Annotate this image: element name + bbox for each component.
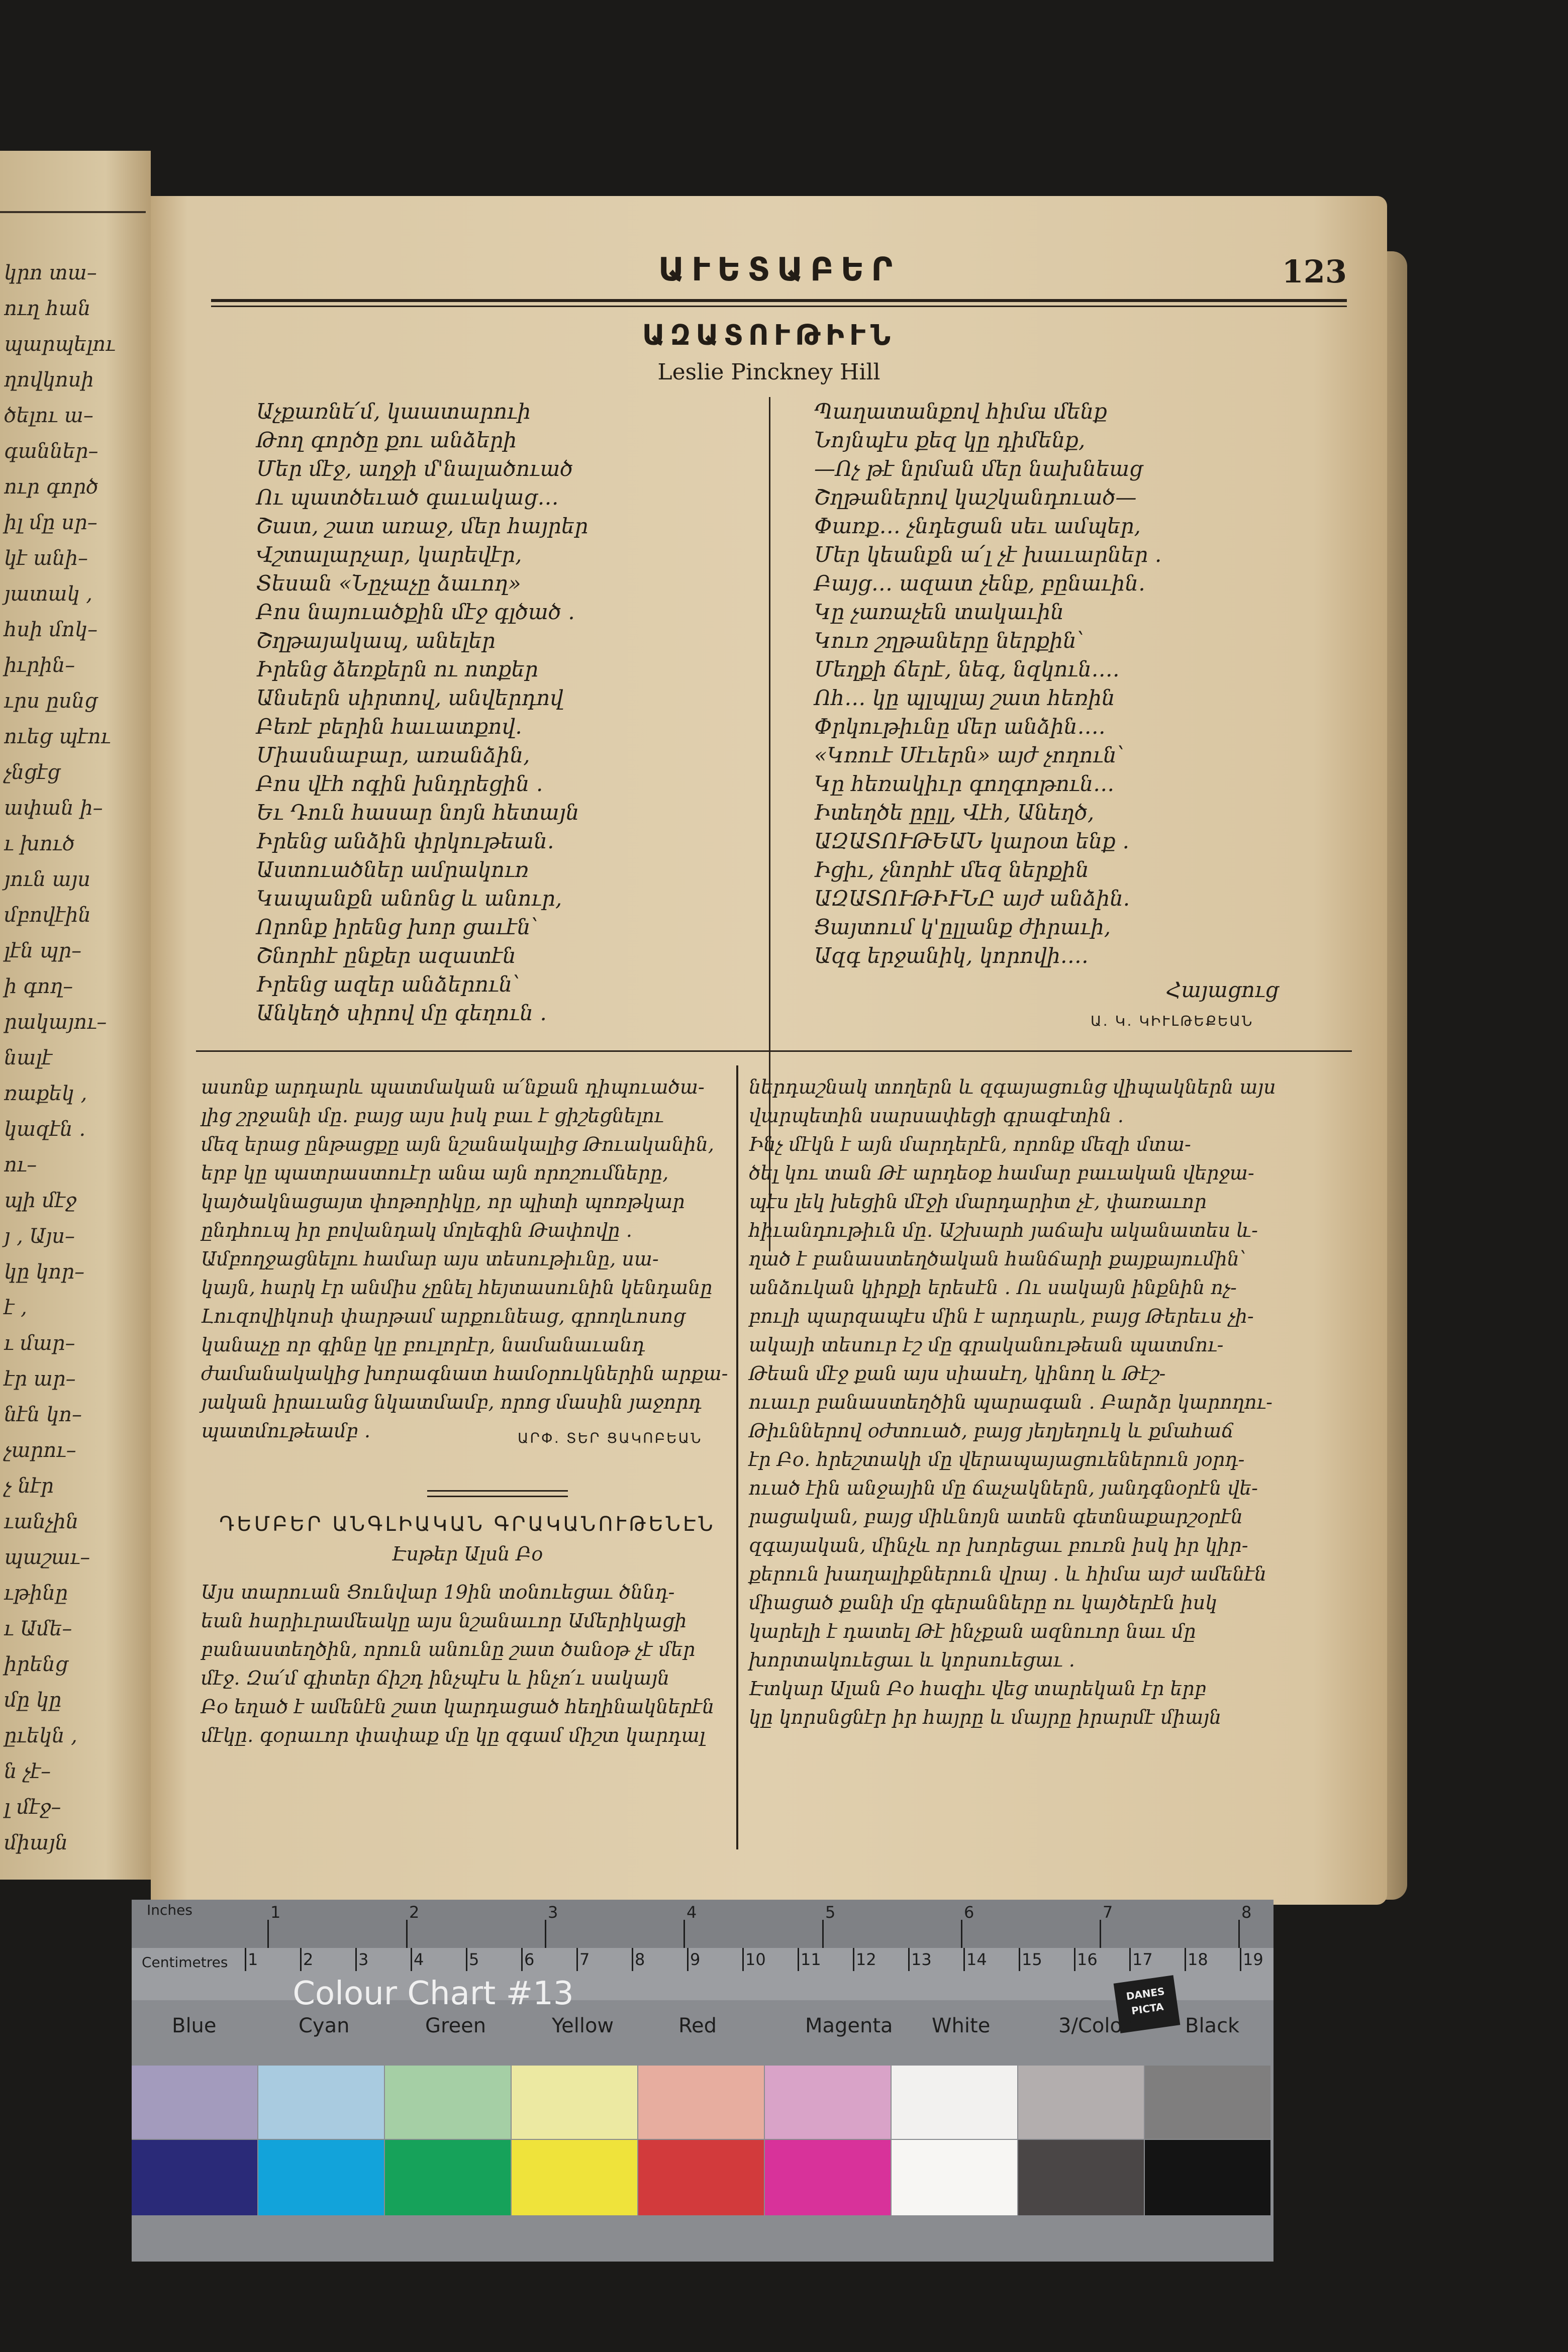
prose-line: Ինչ մէկն է այն մարդերէն, որոնք մեզի մտա- bbox=[749, 1133, 1191, 1155]
colour-swatch-top bbox=[132, 2066, 257, 2139]
prose-line: Լուզովիկոսի փարթամ արքունեաց, գրողևոսոց bbox=[201, 1305, 685, 1327]
left-page-text-fragment: ուղ հան bbox=[4, 297, 91, 320]
prose-line: մեզ երաց ընթացքը այն նշանակալից Թուականին, bbox=[201, 1133, 715, 1155]
prose-line: րացական, բայց միևնոյն ատեն գետնաքարշօրէն bbox=[749, 1506, 1243, 1528]
poem-line: Որոնք իրենց խոր ցաւէն՝ bbox=[256, 915, 538, 939]
prose-line: քերուն խաղալիքներուն վրայ ․ և հիմա այժ ամենէն bbox=[749, 1563, 1267, 1585]
prose-line: ղած է բանաստեղծական հանճարի քայքայումին՝ bbox=[749, 1248, 1246, 1270]
cm-tick-label: 8 bbox=[635, 1950, 645, 1969]
cm-tick bbox=[1185, 1948, 1186, 1971]
poem-line: Կը չառաչեն տակաւին bbox=[814, 600, 1064, 624]
prose-line: զգայական, մինչև որ խորեցաւ բուռն իսկ իր կիր- bbox=[749, 1534, 1248, 1556]
cm-tick bbox=[355, 1948, 357, 1971]
prose-line: Թիւններով օժտուած, բայց յեղյեղուկ և քմահաճ bbox=[749, 1420, 1234, 1442]
left-page-text-fragment: ուր գործ bbox=[4, 475, 99, 499]
left-page-text-fragment: իւրին– bbox=[4, 654, 75, 677]
header-rule-thin bbox=[211, 306, 1347, 307]
cm-tick bbox=[798, 1948, 799, 1971]
cm-tick bbox=[632, 1948, 633, 1971]
colour-swatch-bottom bbox=[258, 2140, 384, 2215]
colour-swatch-top bbox=[1145, 2066, 1270, 2139]
prose-line: պէս լեկ խեցին մէջի մարդարիտ չէ, փառաւոր bbox=[749, 1191, 1207, 1213]
poem-line: «Կռուէ Սէւերն» այժ չողուն՝ bbox=[814, 743, 1125, 767]
colour-swatch-top bbox=[385, 2066, 511, 2139]
colour-swatch-top bbox=[892, 2066, 1017, 2139]
prose-line: պատմութեամբ ․ bbox=[201, 1420, 371, 1442]
colour-swatch-bottom bbox=[765, 2140, 891, 2215]
cm-tick-label: 11 bbox=[801, 1950, 821, 1969]
swatch-label: Red bbox=[678, 2014, 717, 2037]
left-page-text-fragment: կէ անի– bbox=[4, 547, 88, 570]
prose-line: Բօ եղած է ամենէն շատ կարդացած հեղինակներէն bbox=[201, 1696, 715, 1718]
prose-column-divider bbox=[736, 1065, 738, 1849]
prose-line: ներդաշնակ տողերն և զգայացունց վիպակներն այս bbox=[749, 1076, 1276, 1098]
cm-tick-label: 17 bbox=[1132, 1950, 1153, 1969]
inch-tick bbox=[406, 1920, 408, 1948]
cm-tick bbox=[908, 1948, 910, 1971]
left-page-text-fragment: ւ Ամե– bbox=[4, 1617, 72, 1640]
separator-rule bbox=[427, 1496, 568, 1497]
inch-tick bbox=[267, 1920, 269, 1948]
poem-line: Մեր կեանքն ա՛լ չէ խաւարներ ․ bbox=[814, 542, 1162, 567]
poem-line: Շղթայակապ, անելեր bbox=[256, 628, 496, 653]
poem-author: Leslie Pinckney Hill bbox=[657, 359, 880, 385]
left-page-text-fragment: պարպելու bbox=[4, 333, 116, 356]
colour-swatch-bottom bbox=[638, 2140, 764, 2215]
left-page-rule bbox=[0, 211, 146, 213]
prose-line: եան հարիւրամեակը այս նշանաւոր Ամերիկացի bbox=[201, 1610, 687, 1632]
left-page-text-fragment: կազէն ․ bbox=[4, 1118, 86, 1141]
poem-line: Իրենց անձին փրկութեան․ bbox=[256, 829, 554, 853]
translator-note: Հայացուց bbox=[1166, 977, 1279, 1002]
colour-swatch-bottom bbox=[132, 2140, 257, 2215]
left-page-text-fragment: չ նէր bbox=[4, 1475, 54, 1498]
left-page-text-fragment: ւրս ըսնց bbox=[4, 690, 97, 713]
prose-line: Էտկար Ալան Բօ հազիւ վեց տարեկան էր երբ bbox=[749, 1678, 1207, 1700]
poem-line: Իտեղծե ըըլլ, Վէհ, Անեղծ, bbox=[814, 800, 1095, 825]
cm-tick bbox=[245, 1948, 246, 1971]
inch-tick bbox=[961, 1920, 962, 1948]
prose-line: ընդհուպ իր բովանդակ մոլեգին Թափովը ․ bbox=[201, 1219, 633, 1241]
poem-line: Բոս նայուածքին մէջ գլծած ․ bbox=[256, 600, 575, 624]
swatch-label: Green bbox=[425, 2014, 486, 2037]
cm-tick bbox=[411, 1948, 412, 1971]
left-page-text-fragment: ու– bbox=[4, 1153, 37, 1177]
prose-line: ուած էին անջային մը ճաչակներն, յանդգնօրէն վե- bbox=[749, 1477, 1258, 1499]
poem-line: Շնորհէ ընքեր ազատէն bbox=[256, 943, 516, 968]
left-page-text-fragment: ն չէ– bbox=[4, 1760, 51, 1783]
left-page-text-fragment: ըւեկն , bbox=[4, 1724, 77, 1747]
poem-line: Տեսան «Նըչաչը ձաւող» bbox=[256, 571, 521, 596]
centimetres-label: Centimetres bbox=[142, 1954, 228, 1971]
poem-line: Անկեղծ սիրով մը գեղուն ․ bbox=[256, 1001, 547, 1025]
inches-label: Inches bbox=[147, 1902, 192, 1918]
prose-line: ակայի տեսուր էշ մը գրականութեան պատմու- bbox=[749, 1334, 1224, 1356]
prose-line: խորտակուեցաւ և կորսուեցաւ ․ bbox=[749, 1649, 1075, 1671]
inch-tick-label: 7 bbox=[1103, 1903, 1113, 1922]
cm-tick bbox=[742, 1948, 744, 1971]
running-header bbox=[211, 251, 1347, 297]
left-page-text-fragment: կը կոր– bbox=[4, 1260, 85, 1284]
cm-tick-label: 16 bbox=[1077, 1950, 1098, 1969]
poem-line: Իցիւ, չնորհէ մեզ ներքին bbox=[814, 857, 1089, 882]
cm-tick-label: 15 bbox=[1022, 1950, 1042, 1969]
prose-line: կարելի է դատել Թէ ինչքան ազնուոր նաւ մը bbox=[749, 1620, 1196, 1642]
poem-line: Միասնաբար, առանձին, bbox=[256, 743, 530, 767]
poem-title: ԱԶԱՏՈՒԹԻՒՆ bbox=[642, 319, 896, 352]
poem-line: Պաղատանքով հիմա մենք bbox=[814, 399, 1107, 424]
poem-line: Փառք․․․ չնդեցան սեւ ամպեր, bbox=[814, 514, 1141, 538]
cm-tick bbox=[521, 1948, 523, 1971]
swatch-label: Magenta bbox=[805, 2014, 893, 2037]
prose-line: լից շրջանի մը․ բայց այս իսկ բաւ է ցիշեցնելու bbox=[201, 1105, 664, 1127]
left-page-text-fragment: ւթինը bbox=[4, 1582, 68, 1605]
article-body-left bbox=[201, 1578, 714, 1750]
cm-tick bbox=[963, 1948, 965, 1971]
left-page-text-fragment: ւ խուծ bbox=[4, 832, 75, 855]
inch-tick bbox=[1238, 1920, 1240, 1948]
cm-tick bbox=[1074, 1948, 1075, 1971]
prose-line: կանաչը որ գինը կը բուլորէր, նամանաւանդ bbox=[201, 1334, 645, 1356]
swatch-label: Yellow bbox=[552, 2014, 614, 2037]
cm-tick-label: 12 bbox=[856, 1950, 876, 1969]
left-page-text-fragment: կրո տա– bbox=[4, 261, 97, 284]
cm-tick-label: 1 bbox=[248, 1950, 258, 1969]
poem-line: Ու պատծեւած գաւակաց․․․ bbox=[256, 485, 559, 510]
cm-tick-label: 19 bbox=[1243, 1950, 1263, 1969]
colour-chart-title: Colour Chart #13 bbox=[292, 1975, 574, 2012]
poem-line: Անսերն սիրտով, անվերդով bbox=[256, 685, 563, 710]
cm-tick bbox=[1240, 1948, 1241, 1971]
prose-left-top bbox=[201, 1073, 728, 1445]
prose-line: կայն, հարկ էր անմիս չընել հեյտասունին կենդանը bbox=[201, 1277, 713, 1299]
poem-line: Բայց․․․ ազատ չենք, բընաւին․ bbox=[814, 571, 1146, 596]
poem-line: Կը հեռակիւր գողգոթուն․․․ bbox=[814, 771, 1115, 796]
poem-line: Իրենց ձեռքերն ու ոտքեր bbox=[256, 657, 538, 681]
colour-swatch-top bbox=[1018, 2066, 1144, 2139]
cm-tick-label: 6 bbox=[524, 1950, 535, 1969]
left-page-text-fragment: է , bbox=[4, 1296, 27, 1319]
poem-line: Շատ, շատ առաջ, մեր հայրեր bbox=[256, 514, 589, 538]
left-page-text-fragment: չնցէց bbox=[4, 761, 60, 784]
colour-swatch-bottom bbox=[1145, 2140, 1270, 2215]
poem-line: Վշտալարչար, կարեվէր, bbox=[256, 542, 522, 567]
left-page-text-fragment: ափան ի– bbox=[4, 797, 103, 820]
prose-line: բանաստեղծին, որուն անունը շատ ծանօթ չէ մեր bbox=[201, 1638, 696, 1660]
inch-tick bbox=[683, 1920, 685, 1948]
left-page-text-fragment: ղովկոսի bbox=[4, 368, 94, 391]
cm-tick-label: 13 bbox=[911, 1950, 932, 1969]
prose-line: կայծակնացայտ փոթորիկը, որ պիտի պոռթկար bbox=[201, 1191, 685, 1213]
cm-tick bbox=[466, 1948, 467, 1971]
colour-swatch-bottom bbox=[892, 2140, 1017, 2215]
poem-line: Եւ Դուն հասար նոյն հետայն bbox=[256, 800, 579, 825]
inch-tick bbox=[822, 1920, 824, 1948]
prose-line: կը կորսնցնէր իր հայրը և մայրը իրարմէ միայն bbox=[749, 1706, 1222, 1728]
poem-line: Կապանքն անոնց և անուր, bbox=[256, 886, 562, 911]
colour-swatch-top bbox=[765, 2066, 891, 2139]
left-page-text-fragment: ի գող– bbox=[4, 975, 73, 998]
left-page-text-fragment: լէն պր– bbox=[4, 939, 82, 962]
page bbox=[151, 196, 1387, 1905]
cm-tick bbox=[1019, 1948, 1020, 1971]
poem-line: Ցայտում կ'ըլլանք ժիրաւի, bbox=[814, 915, 1111, 939]
header-rule-thick bbox=[211, 299, 1347, 302]
prose-right-column bbox=[749, 1073, 1276, 1732]
cm-tick-label: 2 bbox=[303, 1950, 314, 1969]
poem-line: Աստուածներ ամրակուռ bbox=[256, 857, 529, 882]
poem-line: Աչքառնե՛մ, կաատարուի bbox=[256, 399, 531, 424]
cm-tick bbox=[300, 1948, 302, 1971]
swatch-label: Black bbox=[1185, 2014, 1240, 2037]
left-page-text-fragment: յ , Այս– bbox=[4, 1225, 75, 1248]
left-page-text-fragment: պաշաւ– bbox=[4, 1546, 90, 1569]
cm-tick-label: 4 bbox=[414, 1950, 424, 1969]
cm-tick bbox=[576, 1948, 578, 1971]
left-page-text-fragment: իրենց bbox=[4, 1653, 68, 1676]
poem-line: Մեր մէջ, աղջի մ'նալածուած bbox=[256, 456, 573, 481]
inch-tick-label: 8 bbox=[1241, 1903, 1252, 1922]
article-signature: ԱՐՓ․ ՏԵՐ ՑԱԿՈԲԵԱՆ bbox=[518, 1430, 703, 1446]
prose-line: վարպետին սարսափեցի գրագէտին ․ bbox=[749, 1105, 1124, 1127]
cm-tick-label: 14 bbox=[966, 1950, 987, 1969]
left-page-text-fragment: միայն bbox=[4, 1831, 68, 1854]
prose-line: մէկը․ գօրաւոր փափաք մը կը զգամ միշտ կարդալ bbox=[201, 1724, 706, 1746]
left-page-text-fragment: իլ մը սր– bbox=[4, 511, 97, 534]
inch-tick-label: 2 bbox=[409, 1903, 420, 1922]
cm-tick-label: 18 bbox=[1188, 1950, 1208, 1969]
poem-right-column bbox=[814, 397, 1162, 970]
swatch-label: Blue bbox=[172, 2014, 217, 2037]
poem-line: Բեռէ բերին հաւատքով․ bbox=[256, 714, 523, 739]
prose-line: Թեան մէջ քան այս սիասէղ, կինող և Թէշ- bbox=[749, 1362, 1166, 1385]
prose-line: երբ կը պատրաստուէր անա այն որոշումները, bbox=[201, 1162, 669, 1184]
left-page-text-fragment: նէն կո– bbox=[4, 1403, 82, 1426]
poem-line: Փրկութիւնը մեր անձին․․․․ bbox=[814, 714, 1106, 739]
left-page-text-fragment: յուն այս bbox=[4, 868, 90, 891]
poem-line: Կուռ շղթաները ներքին՝ bbox=[814, 628, 1085, 653]
article-byline: Էսթեր Ալսն Բօ bbox=[391, 1543, 543, 1565]
poem-line: Նոյնպէս քեզ կը դիմենք, bbox=[814, 428, 1086, 452]
left-page-text-fragment: ւ մար– bbox=[4, 1332, 75, 1355]
left-page-text-fragment: յատակ , bbox=[4, 582, 92, 606]
inch-tick-label: 4 bbox=[687, 1903, 697, 1922]
prose-line: մէջ․ Զա՛մ գիտեր ճիշդ ինչպէս և ինչո՛ւ սակայն bbox=[201, 1667, 670, 1689]
cm-tick-label: 7 bbox=[579, 1950, 590, 1969]
translator-name: Ա․ Կ․ ԿԻՒԼԹԵՔԵԱՆ bbox=[1091, 1013, 1254, 1029]
cm-tick bbox=[687, 1948, 689, 1971]
prose-line: Այս տարուան Ցունվար 19ին տօնուեցաւ ծննդ- bbox=[201, 1581, 675, 1603]
inch-tick bbox=[545, 1920, 546, 1948]
left-page-text-fragment: ուեց պէու bbox=[4, 725, 111, 748]
prose-line: ծել կու տան Թէ արդեօք համար բաւական վերջա- bbox=[749, 1162, 1254, 1184]
poem-line: Շղթաներով կաշկանդուած— bbox=[814, 485, 1137, 510]
inch-tick-label: 3 bbox=[548, 1903, 558, 1922]
left-page-text-fragment: ռաքեկ , bbox=[4, 1082, 87, 1105]
prose-line: ժամանակակից խորագնատ համօրուկներին արքա- bbox=[201, 1362, 728, 1385]
poem-line: Ազգ երջանիկ, կորովի․․․․ bbox=[814, 943, 1089, 968]
poem-line: ԱԶԱՏՈՒԹԵԱՆ կարօտ ենք ․ bbox=[814, 829, 1130, 853]
left-page-text-fragment: նալէ bbox=[4, 1046, 52, 1069]
left-page-text-fragment: չարու– bbox=[4, 1439, 76, 1462]
poem-line: ԱԶԱՏՈՒԹԻՒՆԸ այժ անձին. bbox=[814, 886, 1130, 911]
swatch-label: 3/Color bbox=[1058, 2014, 1131, 2037]
colour-swatch-bottom bbox=[1018, 2140, 1144, 2215]
cm-tick-label: 9 bbox=[690, 1950, 701, 1969]
left-page-text-fragment: ծելու ա– bbox=[4, 404, 93, 427]
separator-rule bbox=[427, 1490, 568, 1492]
colour-swatch-top bbox=[638, 2066, 764, 2139]
prose-line: ուաւր բանաստեղծին պարագան ․ Բարձր կարողու- bbox=[749, 1391, 1272, 1413]
prose-line: էր Բօ․ հրեշտակի մը վերապայացուեներուն յօրդ- bbox=[749, 1448, 1245, 1471]
poem-line: —Ոչ թէ նրման մեր նախնեաց bbox=[814, 456, 1143, 481]
inch-tick-label: 1 bbox=[270, 1903, 281, 1922]
left-page-text-fragment: գաններ– bbox=[4, 440, 99, 463]
section-rule bbox=[196, 1050, 1352, 1052]
poem-line: Մեղքի ճերէ, նեգ, նզկուն․․․․ bbox=[814, 657, 1120, 681]
colour-swatch-bottom bbox=[385, 2140, 511, 2215]
prose-line: անձուկան կիրքի երեսէն ․ Ու սակայն ինքնին ոչ- bbox=[749, 1277, 1237, 1299]
colour-swatch-top bbox=[258, 2066, 384, 2139]
poem-line: Բոս վէհ ոգին խնդրեցին ․ bbox=[256, 771, 543, 796]
inch-tick-label: 5 bbox=[825, 1903, 836, 1922]
cm-tick bbox=[1129, 1948, 1131, 1971]
left-page-text-fragment: պի մէջ bbox=[4, 1189, 77, 1212]
journal-title: ԱՒԵՏԱԲԵՐ bbox=[658, 251, 900, 288]
logo: DANES PICTA bbox=[1114, 1975, 1181, 2033]
swatch-label: White bbox=[932, 2014, 991, 2037]
left-page-text-fragment: ւանչին bbox=[4, 1510, 79, 1533]
left-page-text-fragment: մբովէին bbox=[4, 904, 91, 927]
poem-line: Իրենց ազեր անձերուն՝ bbox=[256, 972, 520, 997]
prose-line: միացած քանի մը գերանները ու կայծերէն իսկ bbox=[749, 1592, 1218, 1614]
swatch-label: Cyan bbox=[299, 2014, 350, 2037]
article-title: ԴԵՄԲԵՐ ԱՆԳԼԻԱԿԱՆ ԳՐԱԿԱՆՈՒԹԵՆԷՆ bbox=[219, 1513, 716, 1536]
left-page-text-fragment: լ մէջ– bbox=[4, 1796, 61, 1819]
page-number: 123 bbox=[1282, 253, 1347, 290]
left-page-text-fragment: մը կը bbox=[4, 1689, 62, 1712]
poem-left-column bbox=[256, 397, 588, 1027]
colour-swatch-bottom bbox=[512, 2140, 637, 2215]
left-page-text-fragment: րակայու– bbox=[4, 1011, 107, 1034]
prose-line: հիւանդութիւն մը․ Աշխարհ յաճախ ականատես և- bbox=[749, 1219, 1258, 1241]
prose-line: բուլի պարզապէս մին է արդարև, բայց Թերեւս չի- bbox=[749, 1305, 1254, 1327]
inch-tick-label: 6 bbox=[964, 1903, 974, 1922]
inch-tick bbox=[1100, 1920, 1101, 1948]
prose-line: Ամբողջացնելու համար այս տեսութիւնը, սա- bbox=[201, 1248, 659, 1270]
cm-tick-label: 10 bbox=[745, 1950, 766, 1969]
poem-line: Թող գործը քու անձերի bbox=[256, 428, 517, 452]
cm-tick bbox=[853, 1948, 854, 1971]
cm-tick-label: 5 bbox=[469, 1950, 479, 1969]
colour-chart bbox=[132, 1900, 1273, 2262]
prose-line: ասոնք արդարև պատմական ա՛նքան դիպուածա- bbox=[201, 1076, 705, 1098]
left-page-text-fragment: էր ար– bbox=[4, 1367, 76, 1391]
poem-line: Ոհ․․․ կը պլպլայ շատ հեռին bbox=[814, 685, 1115, 710]
left-page-text-fragment: հսի մոկ– bbox=[4, 618, 98, 641]
colour-swatch-top bbox=[512, 2066, 637, 2139]
cm-tick-label: 3 bbox=[358, 1950, 369, 1969]
left-page bbox=[0, 151, 151, 1880]
prose-line: յական իրաւանց նկատմամբ, որոց մասին յաջորդ bbox=[201, 1391, 702, 1413]
